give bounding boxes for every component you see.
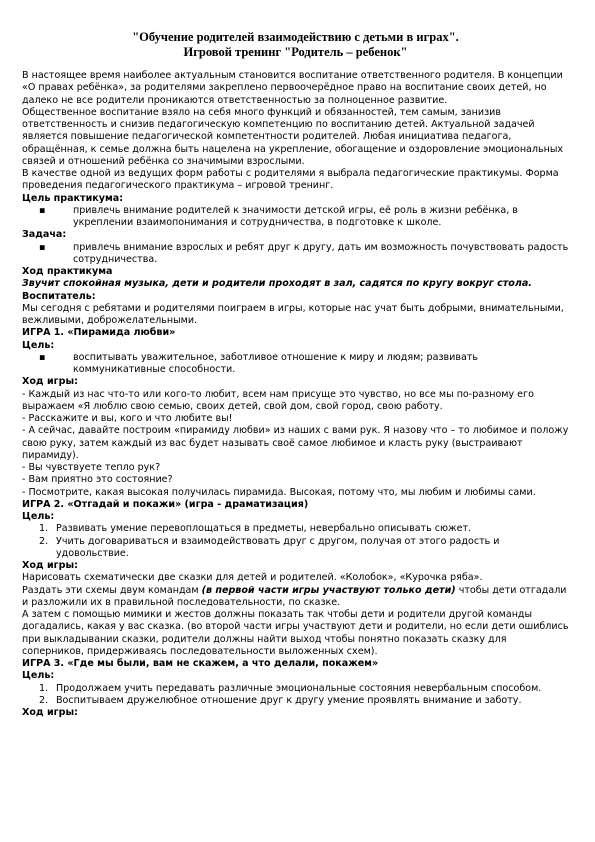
list-item: 2. Учить договариваться и взаимодействовать друг с другом, получая от этого радость и удовольствие.	[39, 535, 500, 559]
game1-line: - Вы чувствуете тепло рук?	[22, 462, 161, 473]
game2-course-heading: Ход игры:	[22, 560, 78, 571]
list-number: 1.	[39, 682, 49, 694]
task-list	[22, 242, 569, 267]
game2-goal-heading: Цель:	[22, 511, 55, 522]
list-number: 2.	[39, 535, 49, 547]
list-item: ▪ воспитывать уважительное, заботливое отношение к миру и людям; развивать коммуникативные способности.	[39, 351, 479, 375]
teacher-text: Мы сегодня с ребятами и родителями поиграем в игры, которые нас учат быть добрыми, внимательными, вежливыми, доброжелательными.	[22, 302, 564, 326]
bullet-icon: ▪	[39, 241, 46, 253]
list-number: 1.	[39, 523, 49, 535]
intro-paragraph-2: Общественное воспитание взяло на себя много функций и обязанностей, тем самым, занизив ответственность и снизив педагогическую компетенцию по воспитанию детей. Актуальной задачей является повышение педагогической компетентности родителей. Любая инициатива педагога, обращённая, к семье должна быть нацелена на укрепление, обогащение и оздоровление эмоциональных связей и отношений ребёнка со значимыми взрослыми.	[22, 106, 564, 167]
game3-goal-list	[22, 683, 569, 708]
course-heading: Ход практикума	[22, 266, 113, 277]
list-item: 2. Воспитываем дружелюбное отношение друг к другу умение проявлять внимание и заботу.	[39, 694, 522, 706]
game1-line: - Посмотрите, какая высокая получилась пирамида. Высокая, потому что, мы любим и любимы сами.	[22, 486, 536, 498]
game3-heading: ИГРА 3. «Где мы были, вам не скажем, а что делали, покажем»	[22, 658, 379, 669]
game3-goal-heading: Цель:	[22, 670, 55, 682]
game1-goal-heading: Цель:	[22, 339, 55, 351]
game1-heading: ИГРА 1. «Пирамида любви»	[22, 327, 176, 339]
game2-paragraph-2: Раздать эти схемы двум командам (в первой части игры участвуют только дети) чтобы дети отгадали и разложили их в правильной последовательности, по сказке.	[22, 584, 567, 608]
intro-paragraph-1: В настоящее время наиболее актуальным становится воспитание ответственного родителя. В концепции «О правах ребёнка», за родителями закреплено первоочерёдное право на воспитание своих детей, но далеко не все родители проникаются ответственностью за полноценное развитие.	[22, 70, 563, 106]
game3-course-heading: Ход игры:	[22, 707, 78, 718]
title-line-2: Игровой тренинг "Родитель – ребенок"	[183, 45, 408, 59]
goal-heading: Цель практикума:	[22, 192, 124, 204]
game2-paragraph-1: Нарисовать схематически две сказки для детей и родителей. «Колобок», «Курочка ряба».	[22, 572, 483, 584]
title-line-1: "Обучение родителей взаимодействию с детьми в играх".	[132, 30, 459, 44]
list-item: ▪ привлечь внимание родителей к значимости детской игры, её роль в жизни ребёнка, в укреплении взаимопонимания и сотрудничества, в подготовке к школе.	[39, 204, 518, 228]
teacher-label: Воспитатель:	[22, 290, 96, 302]
course-note: Звучит спокойная музыка, дети и родители проходят в зал, садятся по кругу вокруг стола.	[22, 278, 532, 290]
bullet-icon: ▪	[39, 204, 46, 216]
game2-goal-list	[22, 523, 569, 560]
game2-italic-note: (в первой части игры участвуют только дети)	[201, 584, 456, 596]
game1-line: - Каждый из нас что-то или кого-то любит, всем нам присуще это чувство, но все мы по-разному его выражаем «Я люблю свою семью, своих детей, свой дом, свой город, свою работу.	[22, 388, 534, 412]
intro-paragraph-3: В качестве одной из ведущих форм работы с родителями я выбрала педагогические практикумы. Форма проведения педагогического практикума – игровой тренинг.	[22, 168, 559, 192]
list-item: ▪ привлечь внимание взрослых и ребят друг к другу, дать им возможность почувствовать радость сотрудничества.	[39, 241, 569, 265]
game2-heading: ИГРА 2. «Отгадай и покажи» (игра - драматизация)	[22, 498, 309, 510]
game1-line: - Вам приятно это состояние?	[22, 474, 173, 486]
game1-course-heading: Ход игры:	[22, 376, 78, 388]
game1-line: - А сейчас, давайте построим «пирамиду любви» из наших с вами рук. Я назову что – то любимое и положу свою руку, затем каждый из вас будет называть своё самое любимое и класть руку (выстраивают пирамиду).	[22, 425, 569, 461]
list-number: 2.	[39, 694, 49, 706]
game2-paragraph-3: А затем с помощью мимики и жестов должны показать так чтобы дети и родители другой команды догадались, какая у вас сказка. (во второй части игры участвуют дети и родители, но если дети ошиблись при выкладывании сказки, родители должны найти выход чтобы понятно показать сказку для соперников, придерживаясь последовательности выложенных схем).	[22, 609, 569, 657]
document-title	[22, 30, 569, 60]
list-item: 1. Развивать умение перевоплощаться в предметы, невербально описывать сюжет.	[39, 523, 472, 535]
game1-goal-list	[22, 352, 569, 377]
goal-list	[22, 205, 569, 230]
bullet-icon: ▪	[39, 351, 46, 363]
list-item: 1. Продолжаем учить передавать различные эмоциональные состояния невербальным способом.	[39, 682, 542, 694]
task-heading: Задача:	[22, 229, 67, 241]
game1-line: - Расскажите и вы, кого и что любите вы!	[22, 413, 233, 424]
